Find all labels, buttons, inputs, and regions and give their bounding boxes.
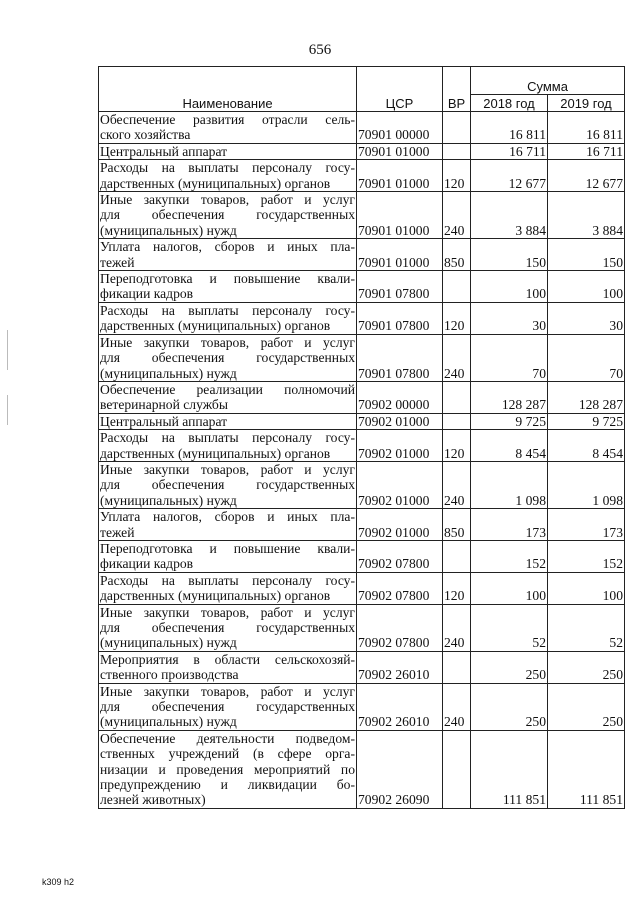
row-sum-2018: 16 711 bbox=[471, 143, 548, 159]
row-sum-2018: 128 287 bbox=[471, 381, 548, 413]
row-vr: 120 bbox=[443, 302, 471, 334]
row-name bbox=[99, 730, 357, 808]
row-name-line: Обеспечение развития отрасли сель- bbox=[100, 112, 355, 127]
row-name-line: Уплата налогов, сборов и иных пла- bbox=[100, 239, 355, 255]
header-name: Наименование bbox=[99, 67, 357, 112]
row-vr: 850 bbox=[443, 509, 471, 541]
row-sum-2019: 9 725 bbox=[548, 413, 625, 429]
row-vr: 850 bbox=[443, 239, 471, 271]
row-sum-2018: 70 bbox=[471, 334, 548, 381]
row-csr: 70901 07800 bbox=[357, 334, 443, 381]
row-name bbox=[99, 572, 357, 604]
table-row bbox=[99, 730, 625, 808]
row-name-line: (муниципальных) нужд bbox=[100, 714, 237, 730]
row-csr: 70902 26090 bbox=[357, 730, 443, 808]
row-csr: 70901 01000 bbox=[357, 160, 443, 192]
row-vr bbox=[443, 413, 471, 429]
row-vr: 240 bbox=[443, 604, 471, 651]
table-row bbox=[99, 302, 625, 334]
row-name bbox=[99, 334, 357, 381]
row-vr: 240 bbox=[443, 461, 471, 508]
row-sum-2018: 111 851 bbox=[471, 730, 548, 808]
row-csr: 70901 07800 bbox=[357, 302, 443, 334]
table-row bbox=[99, 572, 625, 604]
scan-margin-mark bbox=[7, 330, 8, 370]
row-sum-2019: 152 bbox=[548, 540, 625, 572]
row-vr: 120 bbox=[443, 430, 471, 462]
row-name-line: лезней животных) bbox=[100, 792, 206, 808]
row-sum-2018: 12 677 bbox=[471, 160, 548, 192]
row-name-line: Расходы на выплаты персоналу госу- bbox=[100, 430, 355, 446]
row-name-line: предупреждению и ликвидации бо- bbox=[100, 777, 355, 793]
row-name bbox=[99, 651, 357, 683]
row-vr: 120 bbox=[443, 160, 471, 192]
table-header-row bbox=[99, 67, 625, 95]
row-vr bbox=[443, 540, 471, 572]
row-sum-2018: 250 bbox=[471, 683, 548, 730]
row-name bbox=[99, 160, 357, 192]
row-sum-2019: 111 851 bbox=[548, 730, 625, 808]
row-name-line: для обеспечения государственных bbox=[100, 350, 355, 366]
row-sum-2019: 8 454 bbox=[548, 430, 625, 462]
footer-code: k309 h2 bbox=[42, 877, 75, 887]
row-csr: 70901 01000 bbox=[357, 192, 443, 239]
header-year-2019: 2019 год bbox=[548, 95, 625, 112]
row-sum-2019: 100 bbox=[548, 271, 625, 303]
row-sum-2018: 52 bbox=[471, 604, 548, 651]
row-name-line: для обеспечения государственных bbox=[100, 620, 355, 635]
row-name bbox=[99, 143, 357, 159]
page-number: 656 bbox=[308, 42, 332, 58]
row-name-line: фикации кадров bbox=[100, 286, 194, 302]
row-csr: 70902 07800 bbox=[357, 572, 443, 604]
row-name-line: дарственных (муниципальных) органов bbox=[100, 445, 331, 461]
row-sum-2019: 100 bbox=[548, 572, 625, 604]
row-vr: 120 bbox=[443, 572, 471, 604]
row-vr: 240 bbox=[443, 192, 471, 239]
table-row bbox=[99, 112, 625, 144]
row-name-line: ственных учреждений (в сфере орга- bbox=[100, 746, 355, 762]
row-name-line: ского хозяйства bbox=[100, 127, 191, 143]
row-csr: 70902 01000 bbox=[357, 509, 443, 541]
row-sum-2019: 3 884 bbox=[548, 192, 625, 239]
row-sum-2019: 128 287 bbox=[548, 381, 625, 413]
row-sum-2019: 16 711 bbox=[548, 143, 625, 159]
row-sum-2018: 30 bbox=[471, 302, 548, 334]
row-sum-2019: 12 677 bbox=[548, 160, 625, 192]
row-name-line: Иные закупки товаров, работ и услуг bbox=[100, 683, 355, 699]
row-name-line: Уплата налогов, сборов и иных пла- bbox=[100, 509, 355, 525]
row-sum-2018: 152 bbox=[471, 540, 548, 572]
row-name-line: Иные закупки товаров, работ и услуг bbox=[100, 334, 355, 350]
header-vr: ВР bbox=[443, 67, 471, 112]
row-name bbox=[99, 112, 357, 144]
row-sum-2018: 1 098 bbox=[471, 461, 548, 508]
row-name-line: Обеспечение реализации полномочий bbox=[100, 381, 355, 397]
row-name bbox=[99, 509, 357, 541]
row-name bbox=[99, 683, 357, 730]
header-sum: Сумма bbox=[471, 67, 625, 95]
table-row bbox=[99, 413, 625, 429]
table-row bbox=[99, 461, 625, 508]
row-csr: 70901 07800 bbox=[357, 271, 443, 303]
row-csr: 70902 26010 bbox=[357, 683, 443, 730]
row-sum-2018: 8 454 bbox=[471, 430, 548, 462]
row-name-line: Центральный аппарат bbox=[100, 143, 228, 159]
budget-table bbox=[98, 66, 625, 809]
table-row bbox=[99, 192, 625, 239]
row-sum-2018: 250 bbox=[471, 651, 548, 683]
row-name bbox=[99, 271, 357, 303]
table-row bbox=[99, 540, 625, 572]
row-csr: 70902 00000 bbox=[357, 381, 443, 413]
row-name-line: Переподготовка и повышение квали- bbox=[100, 540, 355, 556]
row-name-line: Иные закупки товаров, работ и услуг bbox=[100, 192, 355, 208]
table-row bbox=[99, 651, 625, 683]
row-name-line: дарственных (муниципальных) органов bbox=[100, 175, 331, 191]
row-name-line: (муниципальных) нужд bbox=[100, 492, 237, 508]
row-csr: 70902 07800 bbox=[357, 540, 443, 572]
row-sum-2019: 1 098 bbox=[548, 461, 625, 508]
row-name bbox=[99, 381, 357, 413]
row-csr: 70902 07800 bbox=[357, 604, 443, 651]
row-sum-2018: 9 725 bbox=[471, 413, 548, 429]
row-csr: 70902 01000 bbox=[357, 413, 443, 429]
row-name-line: (муниципальных) нужд bbox=[100, 222, 237, 238]
row-name-line: Переподготовка и повышение квали- bbox=[100, 271, 355, 287]
table-row bbox=[99, 509, 625, 541]
row-name bbox=[99, 430, 357, 462]
row-csr: 70902 01000 bbox=[357, 461, 443, 508]
row-vr bbox=[443, 651, 471, 683]
row-vr: 240 bbox=[443, 683, 471, 730]
row-sum-2019: 150 bbox=[548, 239, 625, 271]
row-sum-2018: 100 bbox=[471, 572, 548, 604]
row-name bbox=[99, 413, 357, 429]
row-name-line: низации и проведения мероприятий по bbox=[100, 761, 355, 777]
table-row bbox=[99, 160, 625, 192]
row-vr bbox=[443, 381, 471, 413]
row-name bbox=[99, 461, 357, 508]
row-name-line: дарственных (муниципальных) органов bbox=[100, 588, 331, 604]
row-sum-2019: 173 bbox=[548, 509, 625, 541]
row-name-line: Расходы на выплаты персоналу госу- bbox=[100, 160, 355, 176]
row-sum-2018: 173 bbox=[471, 509, 548, 541]
row-name bbox=[99, 540, 357, 572]
row-sum-2019: 16 811 bbox=[548, 112, 625, 144]
row-name-line: (муниципальных) нужд bbox=[100, 365, 237, 381]
row-name-line: фикации кадров bbox=[100, 556, 194, 572]
row-csr: 70901 01000 bbox=[357, 239, 443, 271]
row-name-line: тежей bbox=[100, 524, 135, 540]
table-row bbox=[99, 381, 625, 413]
row-sum-2019: 30 bbox=[548, 302, 625, 334]
row-csr: 70902 01000 bbox=[357, 430, 443, 462]
row-sum-2019: 52 bbox=[548, 604, 625, 651]
table-row bbox=[99, 334, 625, 381]
row-name-line: (муниципальных) нужд bbox=[100, 635, 237, 651]
row-sum-2018: 100 bbox=[471, 271, 548, 303]
row-vr bbox=[443, 143, 471, 159]
table-row bbox=[99, 271, 625, 303]
row-name-line: Расходы на выплаты персоналу госу- bbox=[100, 302, 355, 318]
row-sum-2019: 70 bbox=[548, 334, 625, 381]
table-row bbox=[99, 430, 625, 462]
row-sum-2019: 250 bbox=[548, 683, 625, 730]
row-name-line: ственного производства bbox=[100, 667, 239, 683]
table-row bbox=[99, 143, 625, 159]
table-row bbox=[99, 683, 625, 730]
row-name bbox=[99, 192, 357, 239]
row-name-line: Иные закупки товаров, работ и услуг bbox=[100, 604, 355, 620]
row-vr bbox=[443, 730, 471, 808]
row-name-line: тежей bbox=[100, 254, 135, 270]
row-vr bbox=[443, 271, 471, 303]
row-vr: 240 bbox=[443, 334, 471, 381]
table-row bbox=[99, 239, 625, 271]
row-name bbox=[99, 302, 357, 334]
row-name-line: Иные закупки товаров, работ и услуг bbox=[100, 461, 355, 477]
row-name-line: Расходы на выплаты персоналу госу- bbox=[100, 572, 355, 588]
row-name-line: для обеспечения государственных bbox=[100, 699, 355, 715]
row-name-line: дарственных (муниципальных) органов bbox=[100, 318, 331, 334]
header-year-2018: 2018 год bbox=[471, 95, 548, 112]
row-csr: 70902 26010 bbox=[357, 651, 443, 683]
header-csr: ЦСР bbox=[357, 67, 443, 112]
row-name bbox=[99, 239, 357, 271]
row-csr: 70901 01000 bbox=[357, 143, 443, 159]
row-sum-2018: 150 bbox=[471, 239, 548, 271]
table-row bbox=[99, 604, 625, 651]
row-name-line: Обеспечение деятельности подведом- bbox=[100, 730, 355, 746]
row-sum-2018: 3 884 bbox=[471, 192, 548, 239]
row-csr: 70901 00000 bbox=[357, 112, 443, 144]
row-sum-2019: 250 bbox=[548, 651, 625, 683]
row-name-line: для обеспечения государственных bbox=[100, 207, 355, 223]
row-name bbox=[99, 604, 357, 651]
row-sum-2018: 16 811 bbox=[471, 112, 548, 144]
row-name-line: Мероприятия в области сельскохозяй- bbox=[100, 651, 355, 667]
row-vr bbox=[443, 112, 471, 144]
row-name-line: ветеринарной службы bbox=[100, 397, 228, 413]
scan-margin-mark bbox=[7, 395, 8, 425]
row-name-line: для обеспечения государственных bbox=[100, 477, 355, 493]
row-name-line: Центральный аппарат bbox=[100, 413, 228, 429]
